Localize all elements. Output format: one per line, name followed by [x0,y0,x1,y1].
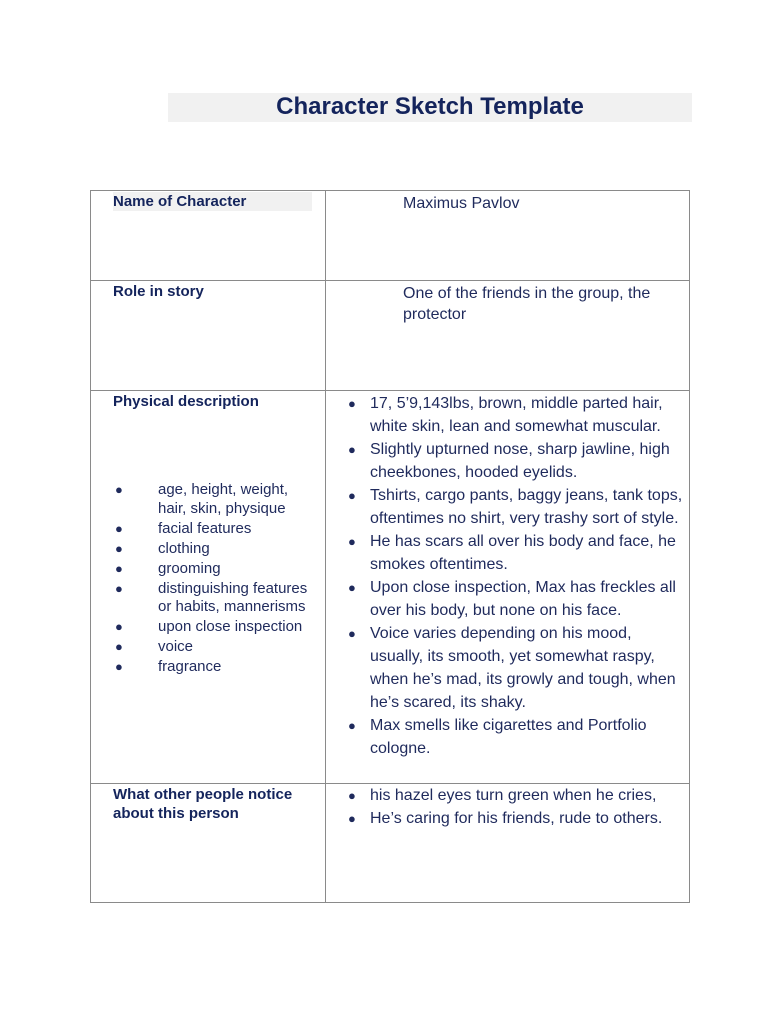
bullet-icon: ● [348,534,356,549]
page-title: Character Sketch Template [276,93,584,120]
row-label-name: Name of Character [113,192,312,211]
bullet-icon: ● [348,788,356,803]
physical-prompt-list [91,481,325,677]
bullet-icon: ● [348,811,356,826]
list-item: ● Upon close inspection, Max has freckles all over his body, but none on his face. [326,576,689,622]
character-sketch-table [90,190,690,903]
value-cell [326,784,690,903]
bullet-icon: ● [348,626,356,641]
notice-list [326,784,689,830]
list-item: ● his hazel eyes turn green when he cries, [326,784,689,807]
list-item: ● age, height, weight, hair, skin, physique [115,481,289,517]
table-row-notice [91,784,690,903]
table-row-physical [91,391,690,784]
list-item: ● facial features [115,519,252,537]
character-name-value: Maximus Pavlov [403,195,520,212]
physical-description-list [326,392,689,760]
bullet-icon: ● [115,540,123,556]
list-item: ● He’s caring for his friends, rude to others. [326,807,689,830]
list-item: ● distinguishing features or habits, mannerisms [115,579,308,615]
bullet-icon: ● [348,580,356,595]
list-item: ● voice [115,638,194,655]
list-item: ● Slightly upturned nose, sharp jawline, high cheekbones, hooded eyelids. [326,438,689,484]
list-item: ● Tshirts, cargo pants, baggy jeans, tank tops, oftentimes no shirt, very trashy sort of style. [326,484,689,530]
bullet-icon: ● [115,560,123,576]
bullet-icon: ● [115,619,123,634]
bullet-icon: ● [348,396,356,411]
value-cell [326,391,690,784]
row-label-notice: What other people notice about this person [113,786,293,822]
row-label-physical: Physical description [113,393,259,410]
bullet-icon: ● [115,639,123,654]
table-row-role [91,281,690,391]
bullet-icon: ● [348,718,356,733]
table-row-name [91,191,690,281]
bullet-icon: ● [115,659,123,674]
value-cell [326,281,690,391]
value-cell [326,191,690,281]
list-item: ● 17, 5’9,143lbs, brown, middle parted hair, white skin, lean and somewhat muscular. [326,392,689,438]
row-label-role: Role in story [113,283,204,300]
list-item: ● Max smells like cigarettes and Portfolio cologne. [326,714,689,760]
list-item: ● He has scars all over his body and face, he smokes oftentimes. [326,530,689,576]
bullet-icon: ● [348,488,356,503]
bullet-icon: ● [115,520,123,536]
label-cell [91,281,326,391]
list-item: ● fragrance [115,658,222,675]
bullet-icon: ● [348,442,356,457]
role-value: One of the friends in the group, the protector [403,285,651,323]
label-cell [91,784,326,903]
list-item: ● Voice varies depending on his mood, usually, its smooth, yet somewhat raspy, when he’s mad, its growly and tough, when he’s scared, its shaky. [326,622,689,714]
list-item: ● grooming [115,559,221,577]
bullet-icon: ● [115,580,123,596]
label-cell [91,191,326,281]
list-item: ● clothing [115,539,210,557]
label-cell [91,391,326,784]
list-item: ● upon close inspection [115,618,303,635]
bullet-icon: ● [115,482,123,497]
